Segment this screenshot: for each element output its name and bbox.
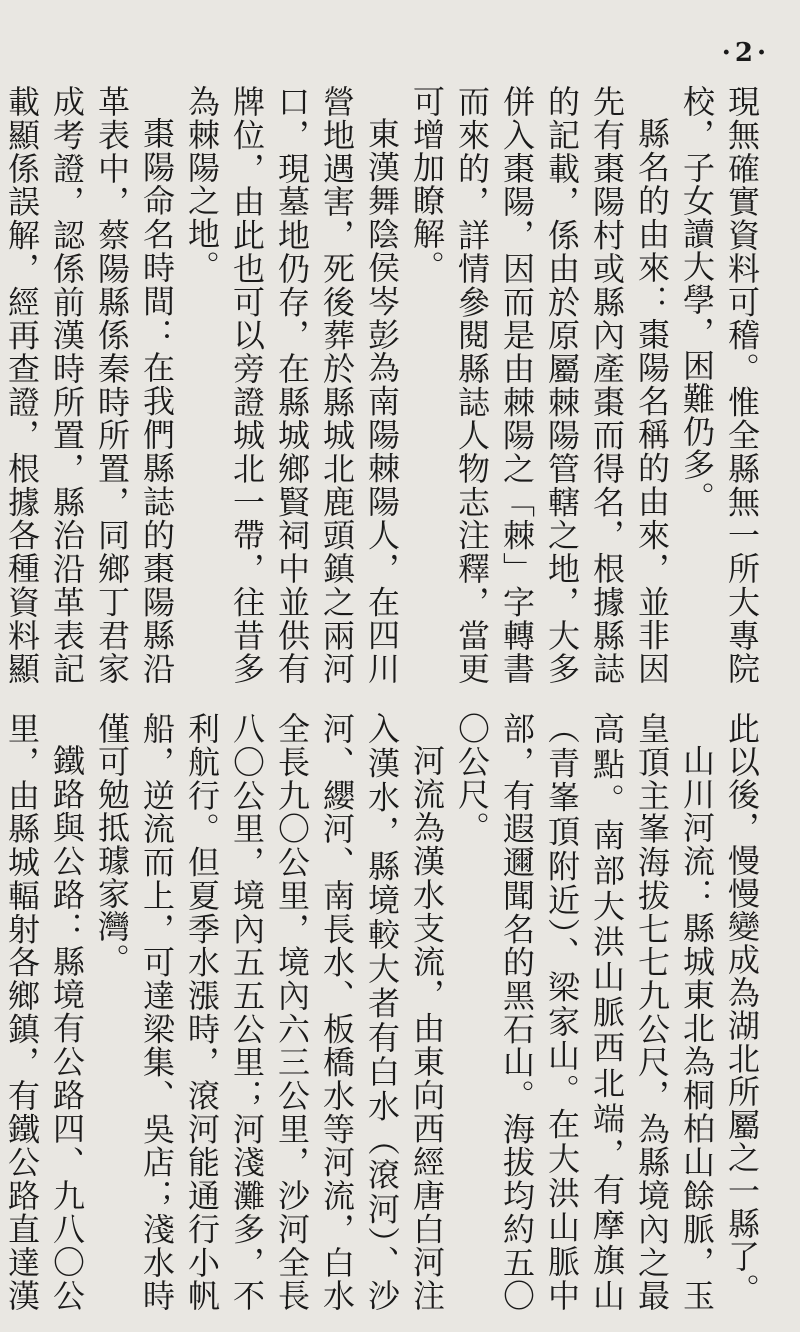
paragraph: 此以後，慢慢變成為湖北所屬之一縣了。 <box>723 712 761 1306</box>
page-number: ·2· <box>721 38 770 68</box>
paragraph: 山川河流：縣城東北為桐柏山餘脈，玉皇頂主峯海拔七七九公尺，為縣境內之最高點。南部大洪山脈西北端，有摩旗山（青峯頂附近）、梁家山。在大洪山脈中部，有遐邇聞名的黑石山。海拔均約五〇〇公尺。 <box>453 712 716 1312</box>
paragraph: 棗陽命名時間：在我們縣誌的棗陽縣沿革表中，蔡陽縣係秦時所置，同鄉丁君家成考證，認係前漢時所置，縣治沿革表記載顯係誤解，經再查證，根據各種資料顯 <box>3 85 176 685</box>
paragraph: 東漢舞陰侯岑彭為南陽棘陽人，在四川營地遇害，死後葬於縣城北鹿頭鎮之兩河口，現墓地仍存，在縣城鄉賢祠中並供有牌位，由此也可以旁證城北一帶，往昔多為棘陽之地。 <box>183 85 401 685</box>
paragraph: 鐵路與公路：縣境有公路四、九八〇公里，由縣城輻射各鄉鎮，有鐵公路直達漢 <box>3 712 86 1312</box>
lower-text-block <box>3 712 764 1312</box>
paragraph: 現無確實資料可稽。惟全縣無一所大專院校，子女讀大學，困難仍多。 <box>678 85 761 685</box>
upper-text-block <box>3 85 764 685</box>
paragraph: 河流為漢水支流，由東向西經唐白河注入漢水，縣境較大者有白水（滾河）、沙河、纓河、南長水、板橋水等河流，白水全長九〇公里，境內六三公里，沙河全長八〇公里，境內五五公里；河淺灘多，不利航行。但夏季水漲時，滾河能通行小帆船，逆流而上，可達梁集、吳店；淺水時僅可勉抵璩家灣。 <box>93 712 446 1312</box>
paragraph: 縣名的由來：棗陽名稱的由來，並非因先有棗陽村或縣內產棗而得名，根據縣誌的記載，係由於原屬棘陽管轄之地，大多併入棗陽，因而是由棘陽之「棘」字轉書而來的，詳情參閱縣誌人物志注釋，當更可增加瞭解。 <box>408 85 671 685</box>
